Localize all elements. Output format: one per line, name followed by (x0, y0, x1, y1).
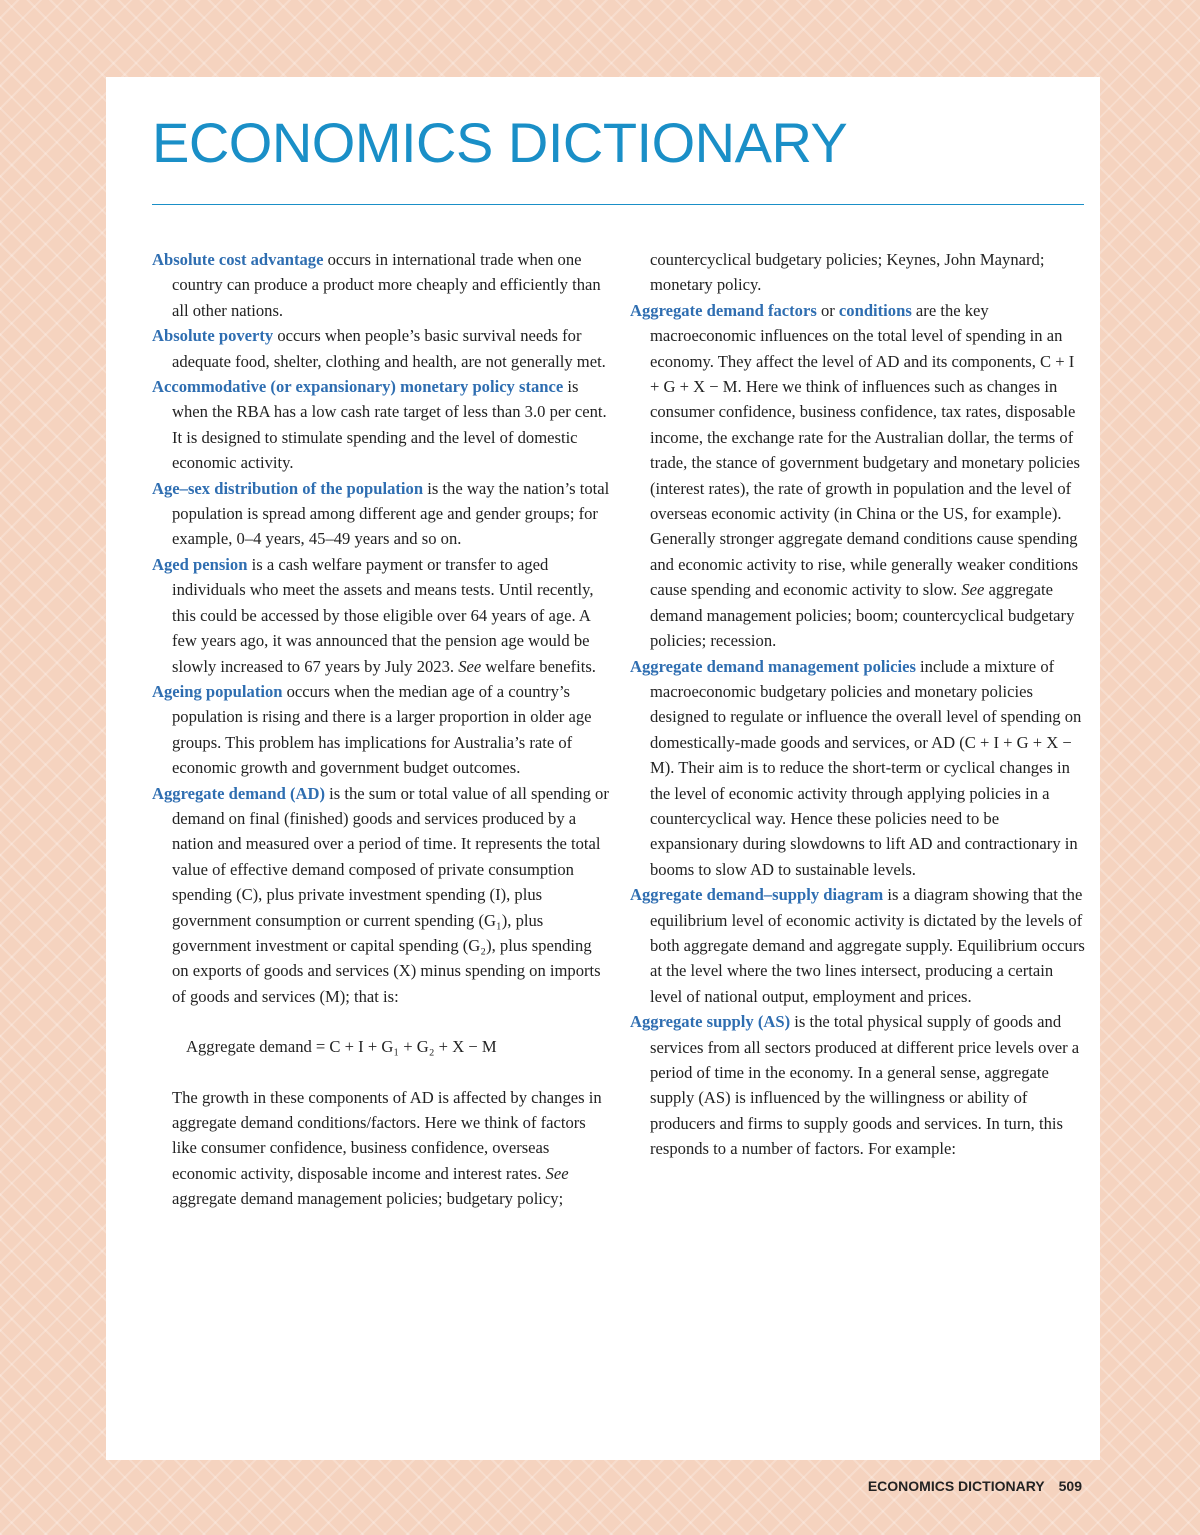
see-reference: See (961, 580, 985, 600)
dictionary-entry (630, 298, 1086, 654)
entry-definition: is the way the nation’s total population is spread among different age and gender groups; for example, 0–4 years, 45–49 years and so on. (172, 478, 610, 549)
page (106, 77, 1100, 1494)
entry-term: Aggregate supply (AS) (630, 1012, 791, 1032)
entry-term: Absolute cost advantage (152, 250, 324, 269)
entry-definition: is the total physical supply of goods and services from all sectors produced at different price levels over a period of time in the economy. In a general sense, aggregate supply (AS) is influenced by the willingness or ability of producers and firms to supply goods and services. In turn, this responds to a number of factors. For example: (650, 1012, 1080, 1159)
entry-definition: include a mixture of macroeconomic budgetary policies and monetary policies designed to regulate or influence the overall level of spending on domestically-made goods and services, or AD (C + I + G + X − M). Their aim is to reduce the short-term or cyclical changes in the level of economic activity through applying policies in a countercyclical way. Hence these policies need to be expansionary during slowdowns to lift AD and contractionary in booms to slow AD to sustainable levels. (650, 656, 1082, 879)
entry-definition: occurs in international trade when one country can produce a product more cheaply and efficiently than all other nations. (172, 250, 601, 320)
dictionary-entry (152, 374, 610, 476)
entry-term: Ageing population (152, 681, 283, 701)
entry-definition: The growth in these components of AD is affected by changes in aggregate demand conditions/factors. Here we think of factors like consumer confidence, business confidence, overseas economic activity, disposable income and interest rates. (172, 1087, 602, 1183)
dictionary-entry (152, 781, 610, 1010)
right-column (630, 247, 1086, 1162)
entry-term: Aggregate demand (AD) (152, 783, 325, 803)
entry-term: Aggregate demand factors (630, 300, 817, 320)
entry-definition: are the key macroeconomic influences on the total level of spending in an economy. They affect the level of AD and its components, C + I + G + X − M. Here we think of influences such as changes in consumer confidence, business confidence, tax rates, disposable income, the exchange rate for the Australian dollar, the terms of trade, the stance of government budgetary and monetary policies (interest rates), the rate of growth in population and the level of overseas economic activity (in China or the US, for example). Generally stronger aggregate demand conditions cause spending and economic activity to rise, while generally weaker conditions cause spending and economic activity to slow. (650, 300, 1080, 600)
aggregate-demand-formula: Aggregate demand = C + I + G₁ + G₂ + X − M (186, 1037, 497, 1057)
entry-definition: is a diagram showing that the equilibrium level of economic activity is dictated by the levels of both aggregate demand and aggregate supply. Equilibrium occurs at the level where the two lines intersect, producing a certain level of national output, employment and prices. (650, 885, 1085, 1006)
entry-term: Aggregate demand management policies (630, 656, 916, 676)
left-column (152, 247, 610, 1212)
title-divider (152, 204, 1084, 205)
dictionary-entry (152, 247, 610, 323)
page-number: 509 (1058, 1478, 1082, 1494)
entry-term: Aggregate demand–supply diagram (630, 885, 884, 905)
see-reference: See (545, 1163, 569, 1183)
entry-term: Absolute poverty (152, 326, 274, 346)
entry-cross-reference: aggregate demand management policies; budgetary policy; (172, 1189, 564, 1209)
page-footer (868, 1478, 1082, 1494)
entry-definition: is a cash welfare payment or transfer to aged individuals who meet the assets and means tests. Until recently, this could be accessed by those eligible over 64 years of age. A few years ago, it was announced that the pension age would be slowly increased to 67 years by July 2023. (172, 554, 594, 676)
entry-definition: occurs when people’s basic survival needs for adequate food, shelter, clothing and health, are not generally met. (172, 326, 606, 371)
entry-definition: is the sum or total value of all spending or demand on final (finished) goods and services produced by a nation and measured over a period of time. It represents the total value of effective demand composed of private consumption spending (C), plus private investment spending (I), plus government consumption or current spending (G₁), plus government investment or capital spending (G₂), plus spending on exports of goods and services (X) minus spending on imports of goods and services (M); that is: (172, 783, 609, 1006)
entry-definition: is when the RBA has a low cash rate target of less than 3.0 per cent. It is designed to stimulate spending and the level of domestic economic activity. (172, 377, 607, 473)
entry-continuation: countercyclical budgetary policies; Keynes, John Maynard; monetary policy. (650, 250, 1045, 295)
dictionary-entry (630, 882, 1086, 1009)
entry-term: Age–sex distribution of the population (152, 478, 424, 498)
footer-label: ECONOMICS DICTIONARY (867, 1478, 1045, 1494)
entry-cross-reference: welfare benefits. (481, 656, 596, 676)
dictionary-entry (630, 1009, 1086, 1161)
see-reference: See (458, 656, 482, 676)
page-title: ECONOMICS DICTIONARY (152, 111, 848, 174)
dictionary-entry (152, 323, 610, 374)
entry-connector: or (816, 300, 839, 320)
dictionary-entry (152, 679, 610, 781)
entry-term-alt: conditions (838, 300, 912, 320)
entry-cross-reference: aggregate demand management policies; boom; countercyclical budgetary policies; recession. (650, 580, 1075, 651)
dictionary-entry (152, 552, 610, 679)
entry-term: Accommodative (or expansionary) monetary policy stance (152, 377, 564, 397)
entry-continuation (152, 1085, 610, 1212)
dictionary-entry (152, 476, 610, 552)
dictionary-entry (630, 654, 1086, 883)
entry-term: Aged pension (152, 554, 248, 574)
entry-definition: occurs when the median age of a country’s population is rising and there is a larger proportion in older age groups. This problem has implications for Australia’s rate of economic growth and government budget outcomes. (172, 681, 592, 778)
